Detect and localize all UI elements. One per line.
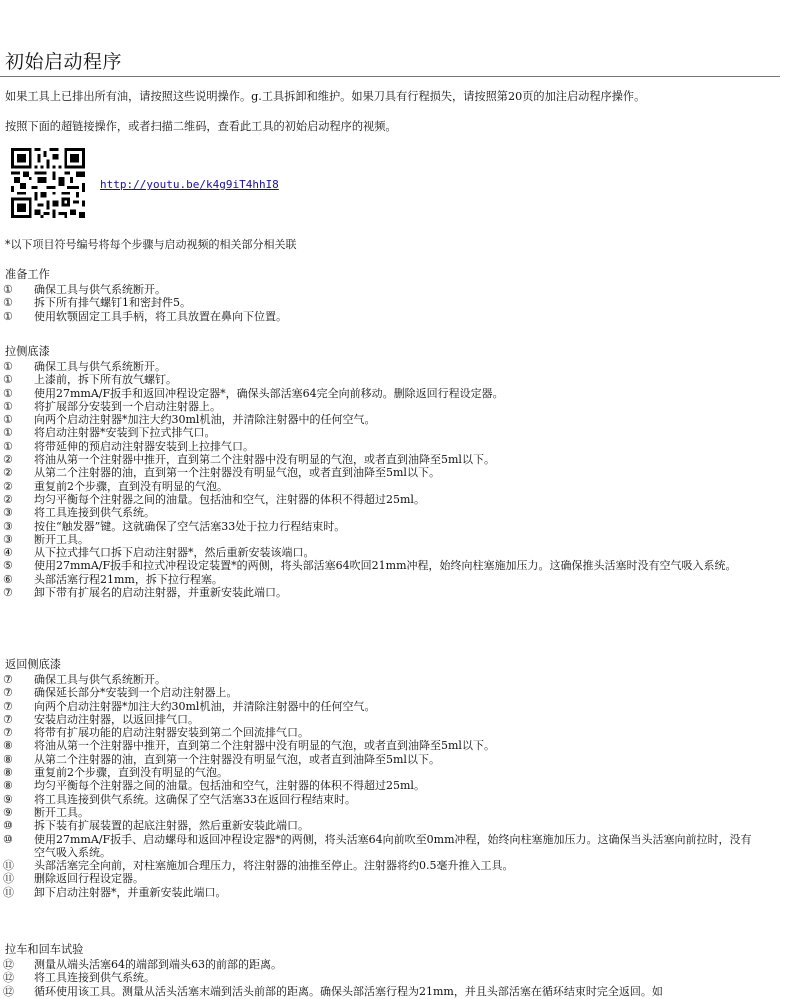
step-item [0,700,790,713]
step-item [0,520,790,533]
step-text: 按住“触发器”键。这就确保了空气活塞33处于拉力行程结束时。 [34,519,346,533]
step-text: 均匀平衡每个注射器之间的油量。包括油和空气，注射器的体积不得超过25ml。 [34,492,425,506]
step-text: 将带有扩展功能的启动注射器安装到第二个回流排气口。 [34,726,309,740]
step-number: ⑦ [3,586,13,600]
step-number: ① [3,386,13,400]
step-item [0,586,790,599]
step-item [0,466,790,479]
step-list [0,673,790,899]
step-text: 从下拉式排气口拆下启动注射器*，然后重新安装该端口。 [34,546,315,560]
step-number: ② [3,492,13,506]
step-item [0,373,790,386]
page-title: 初始启动程序 [5,51,123,73]
step-item [0,296,790,309]
step-text: 将带延伸的预启动注射器安装到上拉排气口。 [34,439,254,453]
section-preparation [0,268,790,323]
step-number: ① [3,413,13,427]
step-item [0,400,790,413]
step-number: ⑪ [3,872,14,886]
step-text: 确保工具与供气系统断开。 [34,360,166,373]
section-heading: 准备工作 [5,268,50,281]
step-number: ⑨ [3,805,13,819]
step-number: ① [3,296,13,310]
step-text: 使用软颚固定工具手柄，将工具放置在鼻向下位置。 [34,309,287,323]
step-number: ⑤ [3,559,13,573]
step-number: ① [3,283,13,296]
step-number: ⑦ [3,712,13,726]
step-number: ① [3,309,13,323]
step-text: 重复前2个步骤，直到没有明显的气泡。 [34,479,228,493]
step-item [0,559,790,572]
section-heading: 拉侧底漆 [5,345,50,358]
step-list [0,360,790,599]
step-item [0,793,790,806]
step-item [0,387,790,400]
step-item [0,779,790,792]
step-number: ⑧ [3,779,13,793]
step-item [0,971,790,984]
step-item [0,360,790,373]
step-text: 重复前2个步骤，直到没有明显的气泡。 [34,766,228,780]
step-number: ② [3,466,13,480]
step-text: 将工具连接到供气系统。这确保了空气活塞33在返回行程结束时。 [34,792,356,806]
step-item [0,426,790,439]
step-item [0,753,790,766]
step-text: 断开工具。 [34,805,89,819]
step-number: ③ [3,532,13,546]
step-number: ① [3,373,13,387]
step-number: ⑨ [3,792,13,806]
step-number: ⑥ [3,572,13,586]
step-item [0,453,790,466]
step-item [0,533,790,546]
section-pull-side-priming [0,345,790,599]
step-text: 使用27mmA/F扳手和拉式冲程设定装置*的两侧，将头部活塞64吹回21mm冲程，始终向柱塞施加压力。这确保推头活塞时没有空气吸入系统。 [34,559,737,573]
step-number: ① [3,439,13,453]
step-text: 卸下带有扩展名的启动注射器，并重新安装此端口。 [34,586,287,600]
step-number: ② [3,479,13,493]
step-number: ⑫ [3,971,14,985]
step-item [0,886,790,899]
step-text: 安装启动注射器，以返回排气口。 [34,712,199,726]
step-item [0,480,790,493]
video-link[interactable]: http://youtu.be/k4g9iT4hhI8 [100,178,279,191]
step-text: 循环使用该工具。测量从活头活塞末端到活头前部的距离。确保头部活塞行程为21mm，并且头部活塞在循环结束时完全返回。如 [34,984,663,998]
step-list [0,283,790,323]
step-number: ⑪ [3,885,14,899]
step-text: 确保工具与供气系统断开。 [34,283,166,296]
step-item [0,766,790,779]
section-return-side-priming [0,658,790,899]
step-text: 删除返回行程设定器。 [34,872,144,886]
step-number: ⑦ [3,699,13,713]
step-item [0,985,790,998]
step-number: ① [3,399,13,413]
section-heading: 拉车和回车试验 [5,943,84,956]
step-number: ⑩ [3,819,13,833]
step-item [0,506,790,519]
step-item [0,806,790,819]
step-text: 将扩展部分安装到一个启动注射器上。 [34,399,221,413]
step-number: ⑧ [3,752,13,766]
step-item [0,440,790,453]
step-number: ⑩ [3,832,13,846]
step-text: 从第二个注射器的油，直到第一个注射器没有明显气泡，或者直到油降至5ml以下。 [34,752,440,766]
step-number: ⑦ [3,726,13,740]
step-text: 将工具连接到供气系统。 [34,971,155,985]
step-item [0,413,790,426]
step-number: ⑧ [3,739,13,753]
intro-paragraph: 如果工具上已排出所有油，请按照这些说明操作。g.工具拆卸和维护。如果刀具有行程损失，请按照第20页的加注启动程序操作。 [5,90,646,103]
step-text: 均匀平衡每个注射器之间的油量。包括油和空气，注射器的体积不得超过25ml。 [34,779,425,793]
title-divider [0,76,780,77]
step-text: 头部活塞完全向前，对柱塞施加合理压力，将注射器的油推至停止。注射器将约0.5毫升推入工具。 [34,859,514,873]
step-text: 使用27mmA/F扳手、启动螺母和返回冲程设定器*的两侧，将头活塞64向前吹至0mm冲程，始终向柱塞施加压力。这确保当头活塞向前拉时，没有空气吸入系统。 [34,832,752,859]
step-item [0,283,790,296]
step-number: ⑦ [3,686,13,700]
step-item [0,833,790,860]
step-text: 使用27mmA/F扳手和返回冲程设定器*，确保头部活塞64完全向前移动。删除返回行程设定器。 [34,386,504,400]
step-text: 将油从第一个注射器中推开，直到第二个注射器中没有明显的气泡，或者直到油降至5ml以下。 [34,739,495,753]
step-number: ① [3,360,13,373]
step-text: 将工具连接到供气系统。 [34,506,155,520]
step-text: 断开工具。 [34,532,89,546]
step-text: 确保工具与供气系统断开。 [34,673,166,686]
step-text: 测量从端头活塞64的端部到端头63的前部的距离。 [34,958,282,971]
section-pull-return-test [0,943,790,998]
section-heading: 返回侧底漆 [5,658,61,671]
step-number: ① [3,426,13,440]
step-number: ⑪ [3,859,14,873]
step-text: 从第二个注射器的油，直到第一个注射器没有明显气泡，或者直到油降至5ml以下。 [34,466,440,480]
step-text: 将油从第一个注射器中推开，直到第二个注射器中没有明显的气泡，或者直到油降至5ml以下。 [34,453,495,467]
step-text: 拆下装有扩展装置的起底注射器，然后重新安装此端口。 [34,819,309,833]
step-item [0,310,790,323]
step-item [0,726,790,739]
step-number: ⑫ [3,958,14,971]
step-text: 头部活塞行程21mm，拆下拉行程塞。 [34,572,223,586]
step-list [0,958,790,998]
step-item [0,713,790,726]
step-item [0,546,790,559]
step-text: 向两个启动注射器*加注大约30ml机油，并清除注射器中的任何空气。 [34,413,376,427]
step-text: 向两个启动注射器*加注大约30ml机油，并清除注射器中的任何空气。 [34,699,376,713]
step-item [0,872,790,885]
step-number: ④ [3,546,13,560]
step-number: ⑫ [3,984,14,998]
step-text: 确保延长部分*安装到一个启动注射器上。 [34,686,238,700]
video-instruction-paragraph: 按照下面的超链接操作，或者扫描二维码，查看此工具的初始启动程序的视频。 [5,120,397,133]
step-number: ③ [3,506,13,520]
step-text: 拆下所有排气螺钉1和密封件5。 [34,296,191,310]
step-item [0,819,790,832]
step-item [0,673,790,686]
step-item [0,686,790,699]
step-text: 上漆前，拆下所有放气螺钉。 [34,373,177,387]
step-number: ⑧ [3,766,13,780]
step-number: ② [3,453,13,467]
step-item [0,493,790,506]
step-text: 将启动注射器*安装到下拉式排气口。 [34,426,216,440]
step-numbering-note: *以下项目符号编号将每个步骤与启动视频的相关部分相关联 [5,238,297,251]
step-item [0,573,790,586]
step-item [0,859,790,872]
step-item [0,958,790,971]
qr-code-image[interactable] [11,148,85,218]
step-number: ⑦ [3,673,13,686]
step-item [0,739,790,752]
step-text: 卸下启动注射器*，并重新安装此端口。 [34,885,227,899]
step-number: ③ [3,519,13,533]
